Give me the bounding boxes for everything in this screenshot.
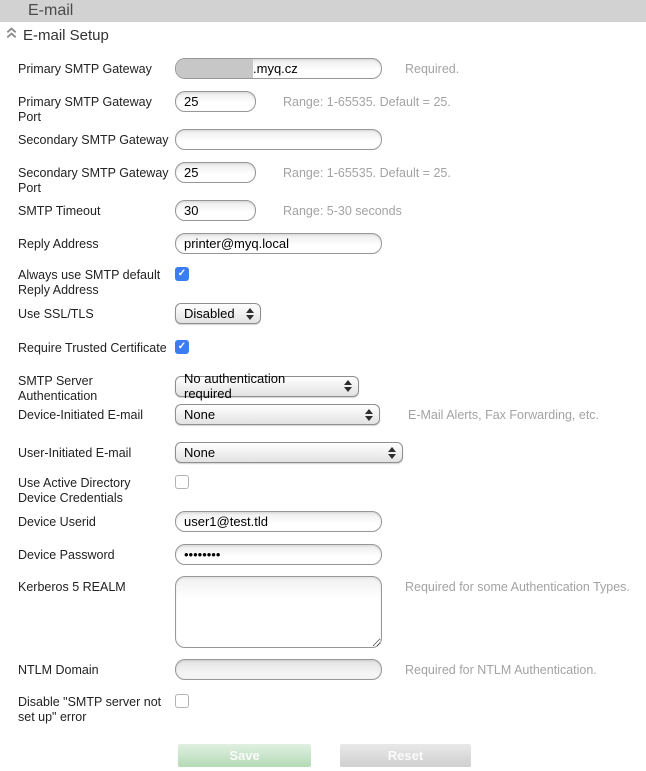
page-header-bar: [0, 0, 646, 22]
reply-address-input[interactable]: [175, 233, 382, 254]
select-arrows-icon: [365, 409, 373, 421]
smtp-auth-select[interactable]: [175, 371, 359, 401]
row-user-initiated: [18, 444, 646, 463]
row-smtp-auth: [18, 372, 646, 404]
device-password-input[interactable]: [175, 544, 382, 565]
secondary-smtp-gateway-input[interactable]: [175, 129, 382, 150]
primary-smtp-gateway-label: Primary SMTP Gateway: [18, 62, 152, 76]
row-require-trusted-cert: [18, 339, 646, 356]
kerberos-realm-hint: Required for some Authentication Types.: [405, 580, 630, 594]
use-ssl-tls-label: Use SSL/TLS: [18, 307, 94, 321]
smtp-timeout-input[interactable]: [175, 200, 256, 221]
user-initiated-selected-value: None: [184, 445, 216, 460]
row-ntlm-domain: [18, 661, 646, 680]
row-disable-smtp-error: [18, 693, 646, 725]
reset-button[interactable]: Reset: [340, 744, 471, 767]
primary-smtp-gateway-hint: Required.: [405, 62, 460, 76]
always-default-reply-checkbox[interactable]: [175, 267, 189, 281]
row-kerberos-realm: [18, 578, 646, 653]
reply-address-label: Reply Address: [18, 237, 99, 251]
collapse-chevron-double-up-icon[interactable]: [6, 26, 17, 44]
row-device-userid: [18, 513, 646, 532]
primary-smtp-gateway-value: .myq.cz: [253, 61, 298, 76]
ntlm-domain-label: NTLM Domain: [18, 663, 99, 677]
secondary-smtp-gateway-label: Secondary SMTP Gateway: [18, 133, 169, 147]
kerberos-realm-label: Kerberos 5 REALM: [18, 580, 126, 594]
use-ssl-tls-select[interactable]: [175, 303, 261, 324]
row-secondary-smtp-port: [18, 164, 646, 196]
device-userid-label: Device Userid: [18, 515, 96, 529]
disable-smtp-error-checkbox[interactable]: [175, 694, 189, 708]
section-title: E-mail Setup: [23, 26, 109, 44]
smtp-auth-selected-value: No authentication required: [184, 371, 286, 401]
secondary-smtp-port-hint: Range: 1-65535. Default = 25.: [283, 166, 451, 180]
redaction-overlay: [176, 59, 253, 78]
device-initiated-hint: E-Mail Alerts, Fax Forwarding, etc.: [408, 408, 600, 422]
row-device-initiated: [18, 406, 646, 425]
user-initiated-label: User-Initiated E-mail: [18, 446, 132, 460]
select-arrows-icon: [388, 447, 396, 459]
use-ssl-tls-selected-value: Disabled: [184, 306, 235, 321]
kerberos-realm-textarea[interactable]: [175, 576, 382, 648]
form-actions: [178, 744, 471, 767]
device-userid-input[interactable]: [175, 511, 382, 532]
secondary-smtp-port-label: Secondary SMTP Gateway Port: [18, 166, 169, 195]
primary-smtp-port-hint: Range: 1-65535. Default = 25.: [283, 95, 451, 109]
primary-smtp-port-label: Primary SMTP Gateway Port: [18, 95, 152, 124]
device-password-label: Device Password: [18, 548, 115, 562]
require-trusted-cert-checkbox[interactable]: [175, 340, 189, 354]
always-default-reply-label: Always use SMTP default Reply Address: [18, 268, 161, 297]
row-primary-smtp-port: [18, 93, 646, 125]
select-arrows-icon: [344, 380, 352, 392]
row-use-ad-credentials: [18, 474, 646, 506]
user-initiated-select[interactable]: [175, 442, 403, 463]
device-initiated-select[interactable]: [175, 404, 380, 425]
device-initiated-selected-value: None: [184, 407, 216, 422]
page-title: E-mail: [28, 2, 74, 19]
row-use-ssl-tls: [18, 305, 646, 324]
ntlm-domain-input[interactable]: [175, 659, 382, 680]
select-arrows-icon: [246, 308, 254, 320]
disable-smtp-error-label: Disable "SMTP server not set up" error: [18, 695, 162, 724]
smtp-auth-label: SMTP Server Authentication: [18, 374, 98, 403]
primary-smtp-gateway-input[interactable]: [175, 58, 382, 79]
row-device-password: [18, 546, 646, 565]
device-initiated-label: Device-Initiated E-mail: [18, 408, 144, 422]
row-smtp-timeout: [18, 202, 646, 221]
ntlm-domain-hint: Required for NTLM Authentication.: [405, 663, 597, 677]
require-trusted-cert-label: Require Trusted Certificate: [18, 341, 167, 355]
row-reply-address: [18, 235, 646, 254]
save-button[interactable]: Save: [178, 744, 311, 767]
email-setup-section-header[interactable]: [6, 26, 109, 44]
smtp-timeout-hint: Range: 5-30 seconds: [283, 204, 402, 218]
primary-smtp-port-input[interactable]: [175, 91, 256, 112]
row-primary-smtp-gateway: [18, 60, 646, 79]
row-always-default-reply: [18, 266, 646, 298]
row-secondary-smtp-gateway: [18, 131, 646, 150]
secondary-smtp-port-input[interactable]: [175, 162, 256, 183]
smtp-timeout-label: SMTP Timeout: [18, 204, 101, 218]
use-ad-credentials-checkbox[interactable]: [175, 475, 189, 489]
use-ad-credentials-label: Use Active Directory Device Credentials: [18, 476, 131, 505]
